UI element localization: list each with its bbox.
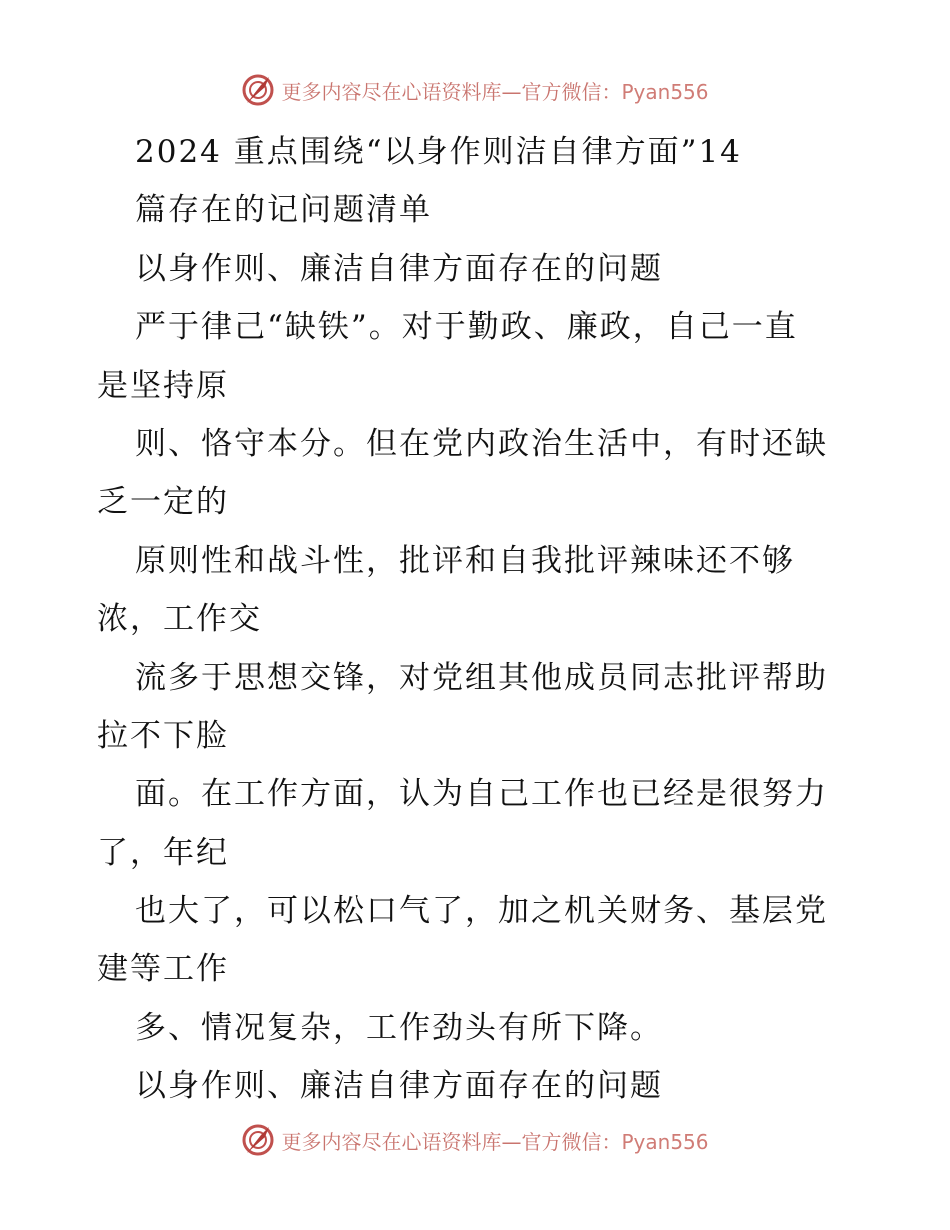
text-line: 以身作则、廉洁自律方面存在的问题 [135,250,663,287]
text-line: 面。在工作方面，认为自己工作也已经是很努力 [135,776,828,813]
text-line: 则、恪守本分。但在党内政治生活中，有时还缺 [135,425,828,462]
text-line: 多、情况复杂，工作劲头有所下降。 [135,1009,663,1046]
text-line: 了，年纪 [97,834,229,871]
quill-circle-icon [241,1123,275,1157]
footer-banner-wechat-id: Pyan556 [621,1129,709,1154]
header-banner-wechat-id: Pyan556 [621,79,709,104]
text-line: 原则性和战斗性，批评和自我批评辣味还不够 [135,542,795,579]
header-banner [0,70,950,110]
quill-circle-icon [241,73,275,107]
text-line: 是坚持原 [97,367,229,404]
footer-banner-label: 更多内容尽在心语资料库—官方微信： [281,1129,622,1154]
footer-banner-text [281,1126,708,1155]
document-body [97,123,857,1116]
text-line: 篇存在的记问题清单 [135,192,432,229]
text-line: 流多于思想交锋，对党组其他成员同志批评帮助 [135,659,828,696]
header-banner-text [281,76,708,105]
text-line: 浓，工作交 [97,601,262,638]
text-line: 严于律己“缺铁”。对于勤政、廉政，自己一直 [135,309,798,346]
footer-banner [0,1120,950,1160]
text-line: 拉不下脸 [97,717,229,754]
text-line: 也大了，可以松口气了，加之机关财务、基层党 [135,893,828,930]
text-line: 2024 重点围绕“以身作则洁自律方面”14 [135,134,742,170]
header-banner-label: 更多内容尽在心语资料库—官方微信： [281,79,622,104]
text-line: 建等工作 [97,951,229,988]
text-line: 乏一定的 [97,484,229,521]
text-line: 以身作则、廉洁自律方面存在的问题 [135,1068,663,1105]
